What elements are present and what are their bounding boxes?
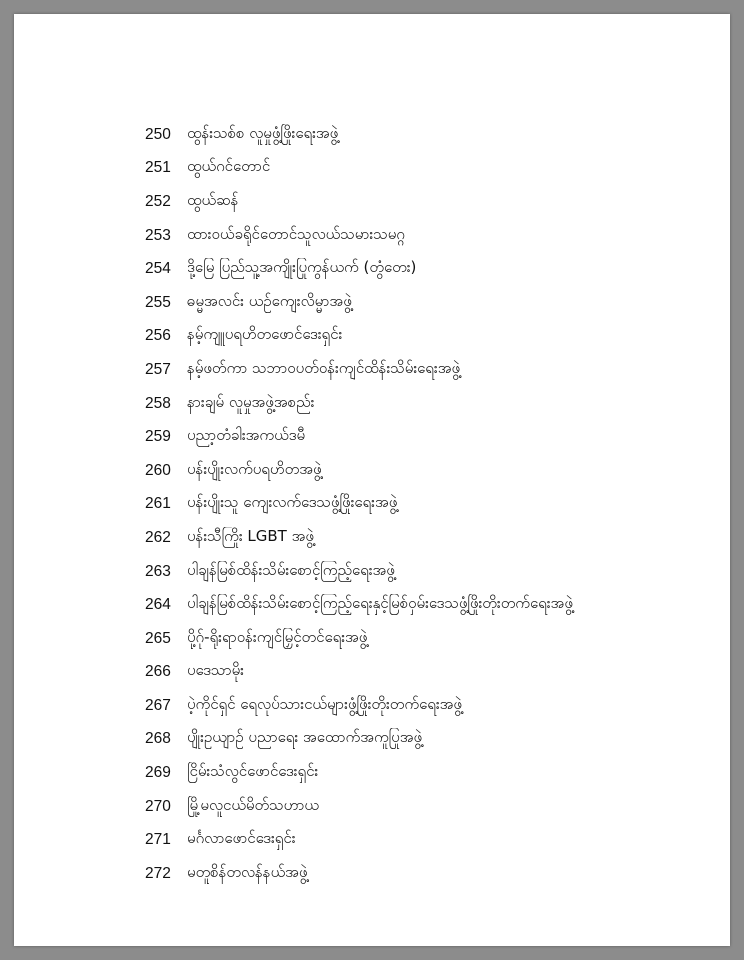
entry-name: ဒို့မြေ ပြည်သူ့အကျိုးပြုကွန်ယက် (တွံတေး) bbox=[187, 258, 417, 277]
list-item bbox=[145, 622, 705, 656]
list-item bbox=[145, 454, 705, 488]
entry-name: မင်္ဂလာဖောင်ဒေးရှင်း bbox=[187, 829, 296, 848]
list-item bbox=[145, 152, 705, 186]
list-item bbox=[145, 320, 705, 354]
entry-number: 260 bbox=[145, 461, 171, 479]
list-item bbox=[145, 286, 705, 320]
entry-number: 254 bbox=[145, 260, 171, 278]
entry-number: 270 bbox=[145, 797, 171, 815]
entry-number: 267 bbox=[145, 696, 171, 714]
list-item bbox=[145, 521, 705, 555]
entry-number: 264 bbox=[145, 596, 171, 614]
entry-number: 252 bbox=[145, 192, 171, 210]
organization-list bbox=[145, 118, 705, 891]
list-item bbox=[145, 857, 705, 891]
list-item bbox=[145, 252, 705, 286]
list-item bbox=[145, 689, 705, 723]
entry-name: နမ့်ကျူပရဟိတဖောင်ဒေးရှင်း bbox=[187, 325, 343, 344]
entry-name: ထွယ်ဆန် bbox=[187, 190, 239, 209]
entry-number: 256 bbox=[145, 327, 171, 345]
entry-number: 261 bbox=[145, 495, 171, 513]
entry-number: 271 bbox=[145, 831, 171, 849]
list-item bbox=[145, 219, 705, 253]
entry-number: 268 bbox=[145, 730, 171, 748]
entry-number: 262 bbox=[145, 528, 171, 546]
entry-name: ပါချန်မြစ်ထိန်းသိမ်းစောင့်ကြည့်ရေးအဖွဲ့ bbox=[187, 560, 395, 579]
entry-name: ထားဝယ်ခရိုင်တောင်သူလယ်သမားသမဂ္ဂ bbox=[187, 224, 405, 243]
entry-name: ပန်းပျိုးသူ ကျေးလက်ဒေသဖွံ့ဖြိုးရေးအဖွဲ့ bbox=[187, 493, 398, 512]
entry-name: ငြိမ်းသံလွင်ဖောင်ဒေးရှင်း bbox=[187, 762, 319, 781]
entry-name: ပန်းပျိုးလက်ပရဟိတအဖွဲ့ bbox=[187, 459, 322, 478]
list-item bbox=[145, 656, 705, 690]
entry-name: နားချမ် လူမှုအဖွဲ့အစည်း bbox=[187, 392, 315, 411]
entry-name: ပါချန်မြစ်ထိန်းသိမ်းစောင့်ကြည့်ရေးနှင့်မြစ်ဝှမ်းဒေသဖွံ့ဖြိုးတိုးတက်ရေးအဖွဲ့ bbox=[187, 594, 573, 613]
list-item bbox=[145, 118, 705, 152]
entry-name: ထွန်းသစ်စ လူမှုဖွံ့ဖြိုးရေးအဖွဲ့ bbox=[187, 123, 339, 142]
entry-number: 263 bbox=[145, 562, 171, 580]
entry-number: 265 bbox=[145, 629, 171, 647]
list-item bbox=[145, 387, 705, 421]
entry-name: နမ့်ဖတ်ကာ သဘာဝပတ်ဝန်းကျင်ထိန်းသိမ်းရေးအဖွဲ့ bbox=[187, 358, 461, 377]
list-item bbox=[145, 723, 705, 757]
list-item bbox=[145, 823, 705, 857]
list-item bbox=[145, 185, 705, 219]
entry-number: 259 bbox=[145, 428, 171, 446]
entry-name: မြို့မလူငယ်မိတ်သဟာယ bbox=[187, 795, 319, 814]
entry-name: မတူစိန်တလန်နယ်အဖွဲ့ bbox=[187, 862, 308, 881]
list-item bbox=[145, 588, 705, 622]
entry-number: 272 bbox=[145, 864, 171, 882]
list-item bbox=[145, 420, 705, 454]
entry-name: ပို့ဂ်ု-ရိုးရာဝန်းကျင်မြှင့်တင်ရေးအဖွဲ့ bbox=[187, 627, 368, 646]
document-page bbox=[14, 14, 730, 946]
entry-number: 253 bbox=[145, 226, 171, 244]
entry-name: ပန်းသီကြိုး LGBT အဖွဲ့ bbox=[187, 526, 314, 545]
entry-number: 257 bbox=[145, 360, 171, 378]
entry-name: ပညာ့တံခါးအကယ်ဒမီ bbox=[187, 426, 306, 445]
entry-number: 258 bbox=[145, 394, 171, 412]
entry-name: ပဒေသာမိုး bbox=[187, 661, 244, 680]
list-item bbox=[145, 353, 705, 387]
entry-number: 255 bbox=[145, 293, 171, 311]
entry-number: 250 bbox=[145, 125, 171, 143]
entry-name: ထွယ်ဂင်တောင် bbox=[187, 157, 271, 176]
entry-number: 269 bbox=[145, 764, 171, 782]
list-item bbox=[145, 555, 705, 589]
list-item bbox=[145, 488, 705, 522]
entry-name: ပဲ့ကိုင်ရှင် ရေလုပ်သားငယ်များဖွံ့ဖြိုးတိုးတက်ရေးအဖွဲ့ bbox=[187, 694, 462, 713]
list-item bbox=[145, 756, 705, 790]
entry-number: 251 bbox=[145, 159, 171, 177]
list-item bbox=[145, 790, 705, 824]
entry-name: ပျိုးဥယျာဉ် ပညာရေး အထောက်အကူပြုအဖွဲ့ bbox=[187, 728, 423, 747]
entry-name: ဓမ္မအလင်း ယဉ်ကျေးလိမ္မာအဖွဲ့ bbox=[187, 291, 352, 310]
entry-number: 266 bbox=[145, 663, 171, 681]
